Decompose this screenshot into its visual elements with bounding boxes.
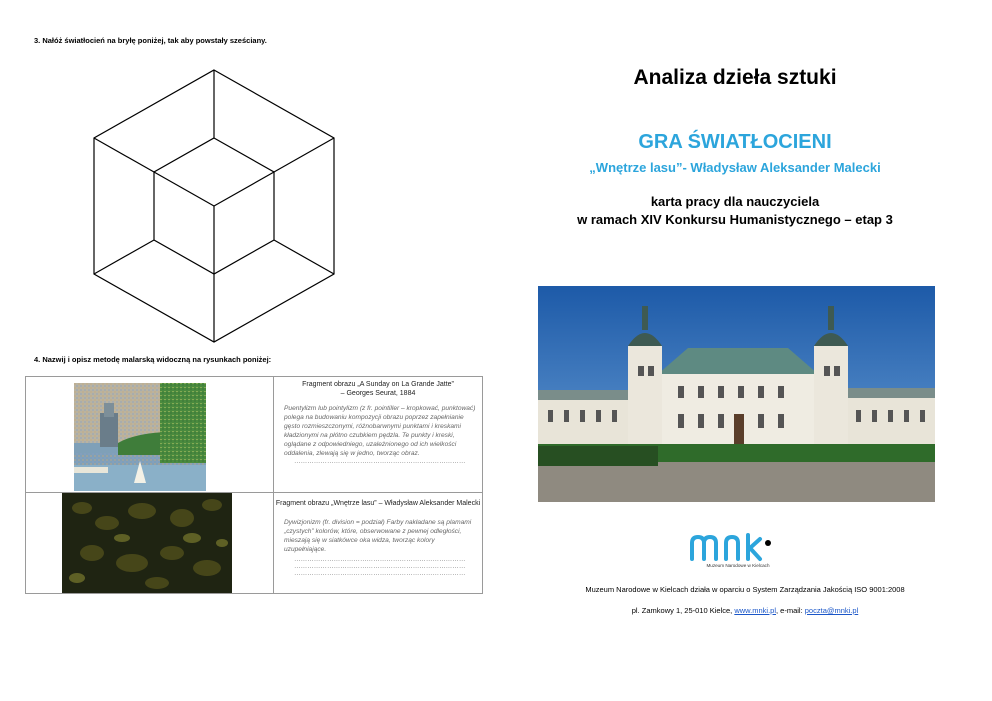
email-label: , e-mail: xyxy=(776,606,805,615)
address-text: pl. Zamkowy 1, 25-010 Kielce, xyxy=(631,606,735,615)
divisionism-description: Dywizjonizm (fr. division = podział) Farby nakładane są plamami „czystych” kolorów, które, obserwowane z pewnej odległości, mieszają się w siatkówce oka widza, tworząc kolory uzupełniające. xyxy=(284,519,472,553)
answer-line: …………………………………………………………………… xyxy=(294,563,466,570)
malecki-title: Fragment obrazu „Wnętrze lasu” – Władysław Aleksander Malecki xyxy=(275,500,481,507)
footer-iso-note: Muzeum Narodowe w Kielcach działa w oparciu o System Zarządzania Jakością ISO 9001:2008 xyxy=(585,585,905,594)
seurat-title-line2: – Georges Seurat, 1884 xyxy=(340,390,416,397)
subtitle: „Wnętrze lasu”- Władysław Aleksander Malecki xyxy=(589,160,881,175)
email-link[interactable]: poczta@mnki.pl xyxy=(804,606,859,615)
website-link[interactable]: www.mnki.pl xyxy=(734,606,776,615)
malecki-image-cell xyxy=(26,493,274,593)
worksheet-label-line1: karta pracy dla nauczyciela xyxy=(650,194,820,209)
page-title: Analiza dzieła sztuki xyxy=(633,66,837,89)
answer-line: …………………………………………………………………… xyxy=(294,570,466,577)
question-4: 4. Nazwij i opisz metodę malarską widoczną na rysunkach poniżej: xyxy=(34,355,272,364)
game-title: GRA ŚWIATŁOCIENI xyxy=(638,131,832,153)
malecki-painting-image xyxy=(62,493,232,593)
seurat-painting-image xyxy=(74,383,206,491)
question-3: 3. Nałóż światłocień na bryłę poniżej, tak aby powstały sześciany. xyxy=(34,36,267,45)
painting-methods-table xyxy=(25,376,483,594)
table-row xyxy=(26,493,482,593)
logo-caption: Muzeum Narodowe w Kielcach xyxy=(706,563,770,568)
hexagon-cube-drawing xyxy=(90,68,340,348)
seurat-title-line1: Fragment obrazu „A Sunday on La Grande Jatte” xyxy=(302,381,454,388)
palace-photo xyxy=(538,286,935,502)
seurat-image-cell xyxy=(26,377,274,492)
table-row xyxy=(26,377,482,493)
malecki-description-cell xyxy=(274,493,482,593)
footer-contact xyxy=(520,606,970,615)
worksheet-label-line2: w ramach XIV Konkursu Humanistycznego – etap 3 xyxy=(577,212,893,227)
seurat-description-cell xyxy=(274,377,482,492)
answer-line: …………………………………………………………………… xyxy=(294,458,466,465)
answer-line: …………………………………………………………………… xyxy=(294,556,466,563)
pointillism-description: Puentylizm lub pointylizm (z fr. pointiller – kropkować, punktować) polega na budowaniu kompozycji obrazu poprzez zapełnianie gęsto rozmieszczonymi, różnobarwnymi punktami i kreskami kładzionymi na płótno czubkiem pędzla. Te punkty i kreski, oglądane z odpowiedniego, uzależnionego od ich wielkości oddalenia, zlewają się w jedno, tworząc obraz. xyxy=(284,405,476,457)
